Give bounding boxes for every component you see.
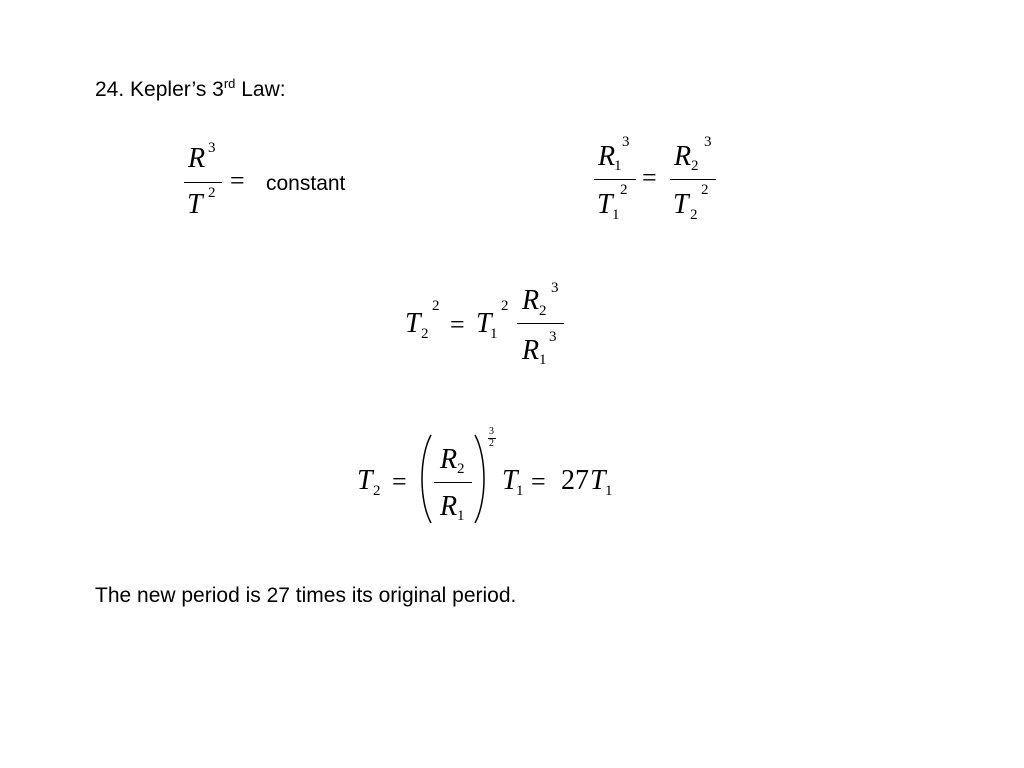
eq2-right-numerator-exponent: 3 — [704, 134, 712, 150]
eq4-denominator-subscript: 1 — [457, 508, 465, 524]
eq3-lhs-period: T — [405, 308, 421, 339]
eq1-fraction-bar — [184, 182, 222, 183]
eq4-equals-sign-1: = — [392, 467, 407, 496]
eq3-denominator: R — [522, 335, 540, 366]
eq3-t1: T — [476, 308, 492, 339]
eq3-t1-subscript: 1 — [490, 326, 498, 342]
eq4-numerator: R — [440, 444, 458, 475]
eq3-equals-sign: = — [450, 310, 465, 339]
eq3-numerator-subscript: 2 — [539, 303, 547, 319]
eq3-numerator-exponent: 3 — [551, 280, 559, 296]
eq3-fraction-bar — [517, 323, 564, 324]
eq2-left-numerator: R — [598, 141, 616, 172]
eq1-equals-sign: = — [230, 166, 245, 195]
eq3-denominator-subscript: 1 — [539, 352, 547, 368]
eq4-equals-sign-2: = — [531, 467, 546, 496]
eq4-lhs-subscript: 2 — [373, 483, 381, 499]
eq2-right-denominator-subscript: 2 — [690, 207, 698, 223]
eq4-t1-result: T — [590, 465, 606, 496]
eq2-left-numerator-exponent: 3 — [622, 134, 630, 150]
heading-text: Kepler’s 3 — [130, 78, 224, 101]
eq4-numerator-subscript: 2 — [457, 461, 465, 477]
eq2-equals-sign: = — [642, 163, 657, 192]
eq3-numerator: R — [522, 285, 540, 316]
eq3-t1-exponent: 2 — [501, 298, 509, 314]
heading-superscript: rd — [223, 76, 236, 91]
eq1-denominator-exponent: 2 — [208, 185, 216, 201]
eq4-t1: T — [502, 465, 518, 496]
eq1-rhs-text: constant — [266, 172, 346, 195]
right-parenthesis — [472, 433, 490, 525]
heading-number: 24. — [95, 78, 125, 101]
conclusion-text: The new period is 27 times its original period. — [95, 584, 517, 607]
left-parenthesis — [416, 433, 434, 525]
eq3-lhs-exponent: 2 — [432, 298, 440, 314]
eq4-lhs-period: T — [357, 465, 373, 496]
eq4-denominator: R — [440, 491, 458, 522]
eq3-denominator-exponent: 3 — [549, 329, 557, 345]
eq2-left-denominator-subscript: 1 — [612, 207, 620, 223]
eq2-right-numerator-subscript: 2 — [691, 158, 699, 174]
eq2-right-fraction-bar — [670, 179, 716, 180]
eq2-right-denominator-exponent: 2 — [701, 182, 709, 198]
eq4-exponent-denominator: 2 — [489, 438, 494, 449]
eq4-t1-subscript: 1 — [516, 483, 524, 499]
eq4-exponent-numerator: 3 — [489, 426, 494, 437]
eq2-left-denominator-exponent: 2 — [620, 182, 628, 198]
eq4-t1-result-subscript: 1 — [605, 483, 613, 499]
eq1-numerator-exponent: 3 — [208, 140, 216, 156]
eq4-coefficient: 27 — [561, 465, 589, 496]
eq1-numerator: R — [188, 143, 206, 174]
eq2-left-numerator-subscript: 1 — [614, 158, 622, 174]
eq2-right-denominator: T — [673, 189, 689, 220]
heading-suffix: Law: — [235, 78, 286, 101]
eq2-left-fraction-bar — [594, 179, 636, 180]
eq2-left-denominator: T — [597, 189, 613, 220]
slide-heading — [95, 76, 286, 101]
eq2-right-numerator: R — [674, 141, 692, 172]
eq3-lhs-subscript: 2 — [421, 326, 429, 342]
eq1-denominator: T — [187, 189, 203, 220]
eq4-fraction-bar — [434, 482, 472, 483]
